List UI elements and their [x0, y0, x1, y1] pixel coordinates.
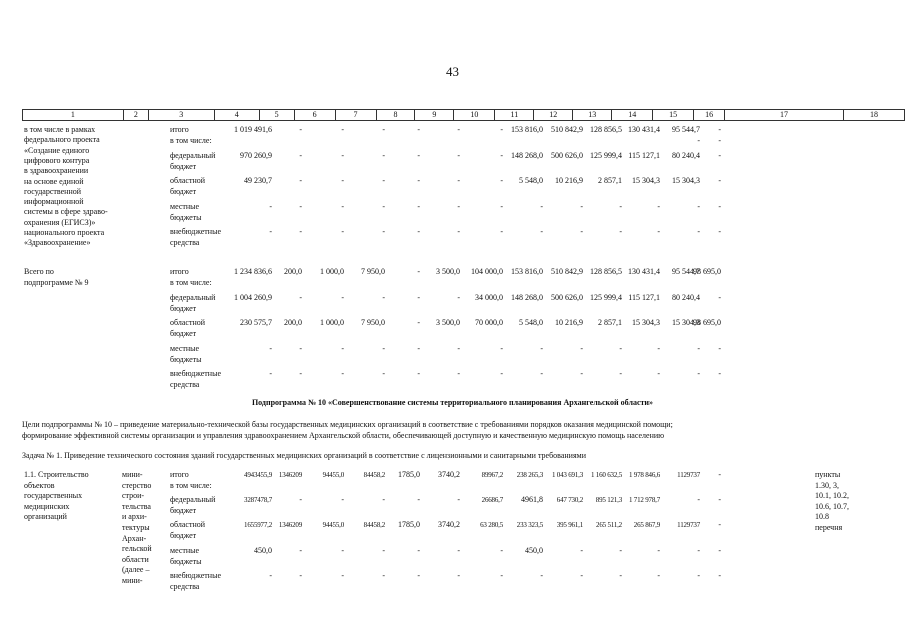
header-col-7: 7: [335, 110, 376, 121]
table-cell-value: -: [417, 318, 420, 327]
table-cell-value: 510 842,9: [551, 267, 583, 276]
row-description-line: Всего по: [24, 267, 54, 276]
table-cell-value: 1129737: [677, 521, 700, 529]
header-col-14: 14: [612, 110, 653, 121]
table-cell-value: 115 127,1: [628, 293, 660, 302]
table-cell-value: -: [457, 344, 460, 353]
table-cell-value: -: [382, 546, 385, 555]
funding-source-label: средства: [170, 582, 200, 591]
table-cell-value: 84458,2: [363, 521, 385, 529]
goals-line-1: Цели подпрограммы № 10 – приведение материально-технической базы государственных медицинских организаций в соответствие с требованиями порядков оказания медицинской помощи;: [22, 420, 673, 429]
table-cell-value: -: [718, 136, 721, 145]
row-description-line: «Создание единого: [24, 145, 90, 155]
header-col-9: 9: [415, 110, 454, 121]
table-cell-value: -: [457, 495, 460, 504]
table-cell-value: 4961,8: [521, 495, 543, 504]
table-cell-value: -: [382, 571, 385, 580]
header-col-6: 6: [294, 110, 335, 121]
funding-source-label: местные: [170, 546, 200, 555]
table-cell-value: -: [580, 227, 583, 236]
table-cell-value: 1655977,2: [244, 521, 272, 529]
table-cell-value: -: [269, 571, 272, 580]
table-cell-value: -: [269, 344, 272, 353]
row-description-line: федерального проекта: [24, 135, 100, 145]
table-cell-value: -: [382, 176, 385, 185]
row-description-line: медицинских: [24, 501, 70, 511]
funding-source-label: итого: [170, 470, 189, 479]
goals-line-2: формирование эффективной системы организации и управления здравоохранением Архангельской области, обеспечивающей доступную и качественную медицинскую помощь населению: [22, 431, 665, 440]
table-cell-value: -: [299, 293, 302, 302]
table-cell-value: -: [382, 495, 385, 504]
table-cell-value: 200,0: [284, 267, 302, 276]
header-col-18: 18: [843, 110, 904, 121]
table-cell-value: -: [697, 202, 700, 211]
table-cell-value: 7 950,0: [361, 318, 385, 327]
table-cell-value: -: [718, 369, 721, 378]
row-description-line: подпрограмме № 9: [24, 277, 89, 287]
table-cell-value: -: [457, 369, 460, 378]
table-cell-value: 15 304,3: [672, 176, 700, 185]
table-cell-value: -: [718, 520, 721, 529]
table-cell-value: -: [382, 293, 385, 302]
table-cell-value: -: [500, 227, 503, 236]
table-cell-value: -: [417, 495, 420, 504]
responsible-executor-line: Архан-: [122, 533, 147, 543]
table-cell-value: 95 544,7: [672, 267, 700, 276]
table-cell-value: 3 500,0: [436, 267, 460, 276]
funding-source-label: областной: [170, 318, 206, 327]
table-cell-value: 1 160 632,5: [590, 471, 622, 479]
table-cell-value: -: [580, 571, 583, 580]
table-cell-value: 94455,0: [322, 521, 344, 529]
responsible-executor-line: и архи-: [122, 512, 147, 522]
page-number: 43: [446, 64, 459, 79]
table-cell-value: -: [580, 344, 583, 353]
table-cell-value: 233 323,5: [516, 521, 543, 529]
responsible-executor-line: мини-: [122, 470, 143, 479]
header-col-11: 11: [495, 110, 534, 121]
table-cell-value: -: [619, 546, 622, 555]
header-col-5: 5: [259, 110, 294, 121]
row-description-line: объектов: [24, 480, 55, 490]
funding-source-label: бюджет: [170, 304, 197, 313]
table-cell-value: -: [269, 227, 272, 236]
table-cell-value: 115 127,1: [628, 151, 660, 160]
table-cell-value: 3740,2: [438, 520, 460, 529]
funding-source-label: федеральный: [170, 151, 216, 160]
funding-source-label: в том числе:: [170, 136, 212, 145]
responsible-executor-line: (далее –: [122, 565, 150, 575]
funding-source-label: федеральный: [170, 293, 216, 302]
table-cell-value: -: [341, 369, 344, 378]
row-description-line: информационной: [24, 197, 84, 207]
table-cell-value: 5 548,0: [519, 176, 543, 185]
table-cell-value: -: [500, 151, 503, 160]
responsible-executor-line: тектуры: [122, 523, 150, 532]
funding-source-label: итого: [170, 267, 189, 276]
table-cell-value: -: [299, 344, 302, 353]
note-reference-line: 10.6, 10.7,: [815, 501, 849, 511]
funding-source-label: бюджет: [170, 506, 197, 515]
table-cell-value: -: [382, 125, 385, 134]
table-cell-value: 1 000,0: [320, 318, 344, 327]
table-cell-value: 148 268,0: [511, 293, 543, 302]
note-reference-line: пункты: [815, 470, 841, 479]
table-cell-value: 265 867,9: [633, 521, 660, 529]
note-reference-line: 1.30, 3,: [815, 480, 839, 490]
table-cell-value: -: [619, 227, 622, 236]
table-cell-value: -: [417, 202, 420, 211]
table-cell-value: 128 856,5: [590, 267, 622, 276]
responsible-executor-line: стерство: [122, 480, 152, 490]
table-cell-value: 1129737: [677, 471, 700, 479]
table-cell-value: -: [299, 151, 302, 160]
table-cell-value: -: [718, 470, 721, 479]
header-col-3: 3: [148, 110, 214, 121]
table-cell-value: 1 004 260,9: [234, 293, 272, 302]
table-cell-value: -: [580, 369, 583, 378]
row-description-line: национального проекта: [24, 228, 105, 237]
header-col-12: 12: [534, 110, 573, 121]
funding-source-label: местные: [170, 202, 200, 211]
table-cell-value: -: [417, 344, 420, 353]
row-description-line: в здравоохранении: [24, 166, 89, 176]
task-line: Задача № 1. Приведение технического состояния зданий государственных медицинских организаций в соответствие с лицензионными и санитарными требованиями: [22, 451, 586, 460]
table-cell-value: -: [341, 151, 344, 160]
table-cell-value: -: [299, 202, 302, 211]
header-col-13: 13: [573, 110, 612, 121]
table-cell-value: -: [697, 227, 700, 236]
table-cell-value: 15 304,3: [632, 176, 660, 185]
header-col-16: 16: [694, 110, 725, 121]
funding-source-label: бюджет: [170, 162, 197, 171]
funding-source-label: в том числе:: [170, 278, 212, 287]
row-description-line: в том числе в рамках: [24, 125, 96, 134]
table-cell-value: -: [697, 344, 700, 353]
table-cell-value: 1785,0: [398, 470, 420, 479]
column-number-header: [22, 109, 905, 121]
table-cell-value: 80 240,4: [672, 293, 700, 302]
table-cell-value: -: [718, 227, 721, 236]
responsible-executor-line: области: [122, 554, 149, 564]
funding-source-label: областной: [170, 176, 206, 185]
table-cell-value: -: [500, 125, 503, 134]
table-cell-value: 130 431,4: [628, 125, 660, 134]
note-reference-line: 10.8: [815, 512, 829, 522]
funding-source-label: итого: [170, 125, 189, 134]
table-cell-value: -: [341, 495, 344, 504]
table-cell-value: -: [540, 202, 543, 211]
funding-source-label: бюджет: [170, 531, 197, 540]
subprogram-title: Подпрограмма № 10 «Совершенствование системы территориального планирования Архангельской области»: [251, 398, 654, 407]
table-cell-value: 128 856,5: [590, 125, 622, 134]
table-cell-value: -: [619, 344, 622, 353]
header-col-15: 15: [653, 110, 694, 121]
table-cell-value: -: [657, 369, 660, 378]
table-cell-value: -: [341, 293, 344, 302]
table-cell-value: 265 511,2: [596, 521, 622, 529]
table-cell-value: 1346209: [278, 521, 302, 529]
table-cell-value: -: [500, 344, 503, 353]
table-cell-value: -: [417, 227, 420, 236]
table-cell-value: -: [269, 369, 272, 378]
table-cell-value: -: [382, 369, 385, 378]
table-cell-value: -: [299, 571, 302, 580]
table-cell-value: -: [299, 125, 302, 134]
table-cell-value: 500 626,0: [551, 151, 583, 160]
table-cell-value: -: [457, 227, 460, 236]
funding-source-label: бюджет: [170, 187, 197, 196]
table-cell-value: 89967,2: [481, 471, 503, 479]
table-cell-value: 153 816,0: [511, 125, 543, 134]
table-cell-value: 1346209: [278, 471, 302, 479]
table-cell-value: 970 260,9: [240, 151, 272, 160]
table-cell-value: -: [718, 344, 721, 353]
table-cell-value: 15 304,3: [672, 318, 700, 327]
funding-source-label: местные: [170, 344, 200, 353]
table-cell-value: -: [382, 202, 385, 211]
table-cell-value: 3 500,0: [436, 318, 460, 327]
table-cell-value: -: [457, 176, 460, 185]
table-cell-value: -: [382, 227, 385, 236]
table-cell-value: -: [382, 344, 385, 353]
table-cell-value: -: [697, 571, 700, 580]
table-cell-value: -: [457, 293, 460, 302]
table-cell-value: -: [299, 176, 302, 185]
table-cell-value: 125 999,4: [590, 293, 622, 302]
table-cell-value: -: [417, 369, 420, 378]
funding-source-label: областной: [170, 520, 206, 529]
table-cell-value: -: [417, 546, 420, 555]
table-cell-value: -: [417, 293, 420, 302]
header-col-2: 2: [123, 110, 148, 121]
funding-source-label: средства: [170, 238, 200, 247]
table-cell-value: -: [341, 125, 344, 134]
table-cell-value: 130 431,4: [628, 267, 660, 276]
table-cell-value: -: [299, 227, 302, 236]
table-cell-value: 1 978 846,6: [628, 471, 660, 479]
funding-source-label: бюджеты: [170, 557, 202, 566]
table-cell-value: 450,0: [254, 546, 272, 555]
row-description-line: системы в сфере здраво-: [24, 207, 108, 217]
funding-source-label: средства: [170, 380, 200, 389]
table-cell-value: 125 999,4: [590, 151, 622, 160]
table-cell-value: -: [540, 227, 543, 236]
table-cell-value: -: [697, 546, 700, 555]
table-cell-value: -: [718, 125, 721, 134]
row-description-line: организаций: [24, 512, 67, 522]
table-cell-value: -: [718, 151, 721, 160]
table-cell-value: -: [718, 293, 721, 302]
table-cell-value: 153 816,0: [511, 267, 543, 276]
table-cell-value: 15 304,3: [632, 318, 660, 327]
table-cell-value: 4943455,9: [244, 471, 272, 479]
table-cell-value: 500 626,0: [551, 293, 583, 302]
table-cell-value: -: [417, 571, 420, 580]
row-description-line: государственной: [24, 186, 82, 196]
note-reference-line: 10.1, 10.2,: [815, 491, 849, 501]
header-col-8: 8: [376, 110, 415, 121]
table-cell-value: 95 544,7: [672, 125, 700, 134]
table-cell-value: -: [417, 267, 420, 276]
table-cell-value: 63 280,5: [480, 521, 503, 529]
table-cell-value: -: [417, 125, 420, 134]
table-cell-value: -: [540, 369, 543, 378]
table-cell-value: -: [718, 546, 721, 555]
table-cell-value: 98 695,0: [693, 318, 721, 327]
funding-source-label: федеральный: [170, 495, 216, 504]
table-cell-value: 49 230,7: [244, 176, 272, 185]
table-cell-value: -: [341, 571, 344, 580]
table-cell-value: 70 000,0: [475, 318, 503, 327]
table-cell-value: -: [457, 202, 460, 211]
table-cell-value: -: [457, 125, 460, 134]
row-description-line: охранения (ЕГИСЗ)»: [24, 217, 96, 227]
table-cell-value: -: [697, 495, 700, 504]
table-cell-value: -: [457, 546, 460, 555]
table-cell-value: 3740,2: [438, 470, 460, 479]
table-cell-value: -: [540, 571, 543, 580]
table-cell-value: 1 000,0: [320, 267, 344, 276]
table-cell-value: -: [341, 227, 344, 236]
table-cell-value: 647 730,2: [556, 496, 583, 504]
table-cell-value: -: [718, 176, 721, 185]
funding-source-label: внебюджетные: [170, 571, 221, 580]
table-cell-value: -: [697, 369, 700, 378]
funding-source-label: бюджет: [170, 329, 197, 338]
table-cell-value: -: [299, 546, 302, 555]
table-cell-value: 1 019 491,6: [234, 125, 272, 134]
table-cell-value: 148 268,0: [511, 151, 543, 160]
table-cell-value: 895 121,3: [595, 496, 622, 504]
header-col-10: 10: [454, 110, 495, 121]
table-cell-value: 395 961,1: [556, 521, 583, 529]
table-cell-value: -: [540, 344, 543, 353]
table-cell-value: -: [619, 202, 622, 211]
table-cell-value: -: [457, 571, 460, 580]
table-cell-value: 84458,2: [363, 471, 385, 479]
table-cell-value: 230 575,7: [240, 318, 272, 327]
table-cell-value: -: [500, 571, 503, 580]
funding-source-label: бюджеты: [170, 213, 202, 222]
table-cell-value: 94455,0: [322, 471, 344, 479]
table-cell-value: -: [500, 176, 503, 185]
table-cell-value: 1 712 978,7: [628, 496, 660, 504]
funding-source-label: в том числе:: [170, 481, 212, 490]
table-cell-value: -: [580, 202, 583, 211]
table-cell-value: -: [718, 495, 721, 504]
table-cell-value: -: [657, 202, 660, 211]
funding-source-label: внебюджетные: [170, 227, 221, 236]
table-cell-value: -: [657, 227, 660, 236]
responsible-executor-line: гельской: [122, 544, 152, 554]
table-cell-value: 2 857,1: [598, 318, 622, 327]
table-cell-value: 238 265,3: [516, 471, 543, 479]
table-cell-value: 34 000,0: [475, 293, 503, 302]
table-cell-value: 1785,0: [398, 520, 420, 529]
table-cell-value: -: [299, 369, 302, 378]
header-col-17: 17: [725, 110, 844, 121]
table-cell-value: 10 216,9: [555, 176, 583, 185]
table-cell-value: -: [619, 571, 622, 580]
table-cell-value: -: [341, 176, 344, 185]
table-cell-value: 26686,7: [481, 496, 503, 504]
table-cell-value: -: [718, 571, 721, 580]
table-cell-value: 2 857,1: [598, 176, 622, 185]
funding-source-label: бюджеты: [170, 355, 202, 364]
table-cell-value: -: [417, 151, 420, 160]
funding-source-label: внебюджетные: [170, 369, 221, 378]
table-cell-value: 98 695,0: [693, 267, 721, 276]
table-cell-value: -: [417, 176, 420, 185]
table-cell-value: -: [718, 202, 721, 211]
table-cell-value: -: [500, 369, 503, 378]
table-cell-value: -: [657, 571, 660, 580]
table-cell-value: 10 216,9: [555, 318, 583, 327]
table-cell-value: -: [697, 136, 700, 145]
table-cell-value: -: [500, 202, 503, 211]
table-cell-value: -: [341, 202, 344, 211]
table-cell-value: 200,0: [284, 318, 302, 327]
table-cell-value: -: [299, 495, 302, 504]
responsible-executor-line: тельства: [122, 501, 151, 511]
table-cell-value: -: [382, 151, 385, 160]
responsible-executor-line: строи-: [122, 491, 145, 501]
table-cell-value: -: [341, 546, 344, 555]
table-cell-value: -: [619, 369, 622, 378]
row-description-line: цифрового контура: [24, 155, 90, 165]
table-cell-value: -: [657, 344, 660, 353]
header-col-4: 4: [214, 110, 259, 121]
row-description-line: государственных: [24, 491, 83, 501]
table-cell-value: 5 548,0: [519, 318, 543, 327]
header-col-1: 1: [23, 110, 124, 121]
table-cell-value: -: [457, 151, 460, 160]
note-reference-line: перечня: [815, 523, 843, 532]
table-cell-value: -: [657, 546, 660, 555]
table-cell-value: -: [341, 344, 344, 353]
row-description-line: на основе единой: [24, 176, 84, 186]
row-description-line: 1.1. Строительство: [24, 470, 89, 479]
row-description-line: «Здравоохранение»: [24, 238, 91, 248]
table-cell-value: 7 950,0: [361, 267, 385, 276]
table-cell-value: 1 043 691,3: [551, 471, 583, 479]
table-cell-value: -: [500, 546, 503, 555]
table-cell-value: 450,0: [525, 546, 543, 555]
table-cell-value: 3287478,7: [244, 496, 272, 504]
table-cell-value: 510 842,9: [551, 125, 583, 134]
table-cell-value: -: [580, 546, 583, 555]
table-cell-value: -: [269, 202, 272, 211]
table-cell-value: 80 240,4: [672, 151, 700, 160]
responsible-executor-line: мини-: [122, 576, 143, 585]
table-cell-value: 1 234 836,6: [234, 267, 272, 276]
table-cell-value: 104 000,0: [471, 267, 503, 276]
